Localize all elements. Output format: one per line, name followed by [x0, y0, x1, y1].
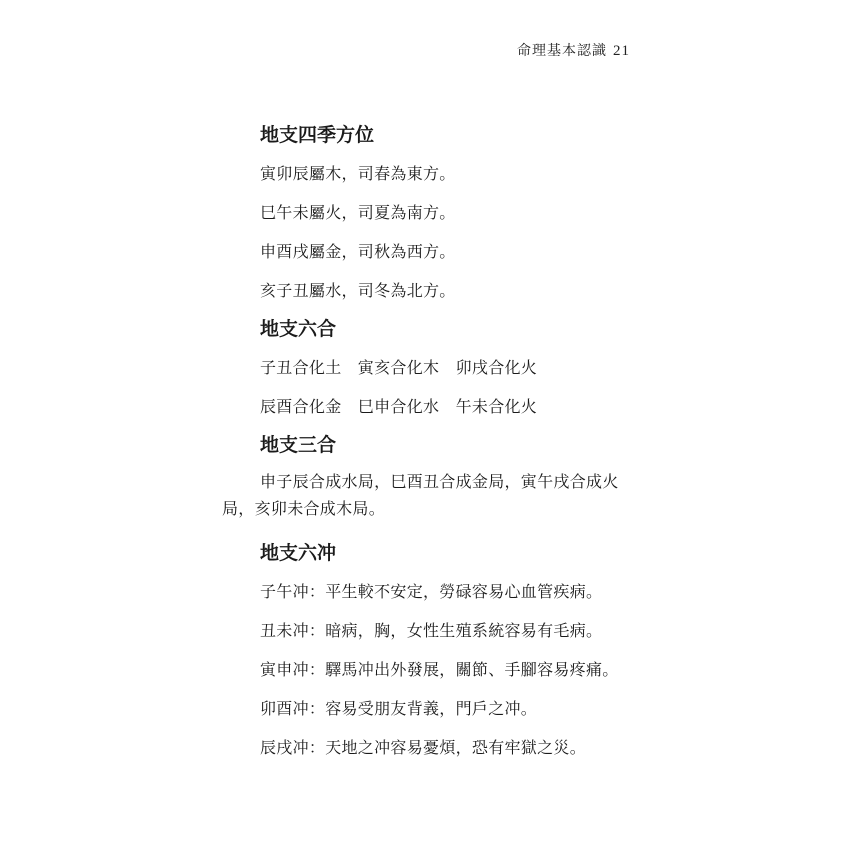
running-title: 命理基本認識 [517, 43, 607, 59]
text-line: 寅申冲：驛馬冲出外發展，關節、手腳容易疼痛。 [260, 660, 619, 679]
text-line: 卯酉冲：容易受朋友背義，門戶之冲。 [260, 699, 538, 718]
text-line: 申酉戌屬金，司秋為西方。 [260, 242, 456, 261]
paragraph-three-combinations: 申子辰合成水局，巳酉丑合成金局，寅午戌合成火局，亥卯未合成木局。 [222, 472, 619, 518]
page-body [222, 116, 642, 767]
text-line: 子午冲：平生較不安定，勞碌容易心血管疾病。 [260, 582, 603, 601]
text-line: 子丑合化土 寅亥合化木 卯戌合化火 [260, 358, 538, 377]
text-line: 辰酉合化金 巳申合化水 午未合化火 [260, 397, 538, 416]
page-number: 21 [613, 43, 630, 59]
text-line: 巳午未屬火，司夏為南方。 [260, 203, 456, 222]
section-heading-six-combinations: 地支六合 [260, 318, 337, 340]
text-line: 寅卯辰屬木，司春為東方。 [260, 164, 456, 183]
section-heading-seasons: 地支四季方位 [260, 124, 375, 146]
text-line: 丑未冲：暗病，胸，女性生殖系統容易有毛病。 [260, 621, 603, 640]
text-line: 辰戌冲：天地之冲容易憂煩，恐有牢獄之災。 [260, 738, 587, 757]
page-header [517, 40, 630, 60]
section-heading-six-clashes: 地支六冲 [260, 542, 337, 564]
section-heading-three-combinations: 地支三合 [260, 434, 337, 456]
text-line: 亥子丑屬水，司冬為北方。 [260, 281, 456, 300]
